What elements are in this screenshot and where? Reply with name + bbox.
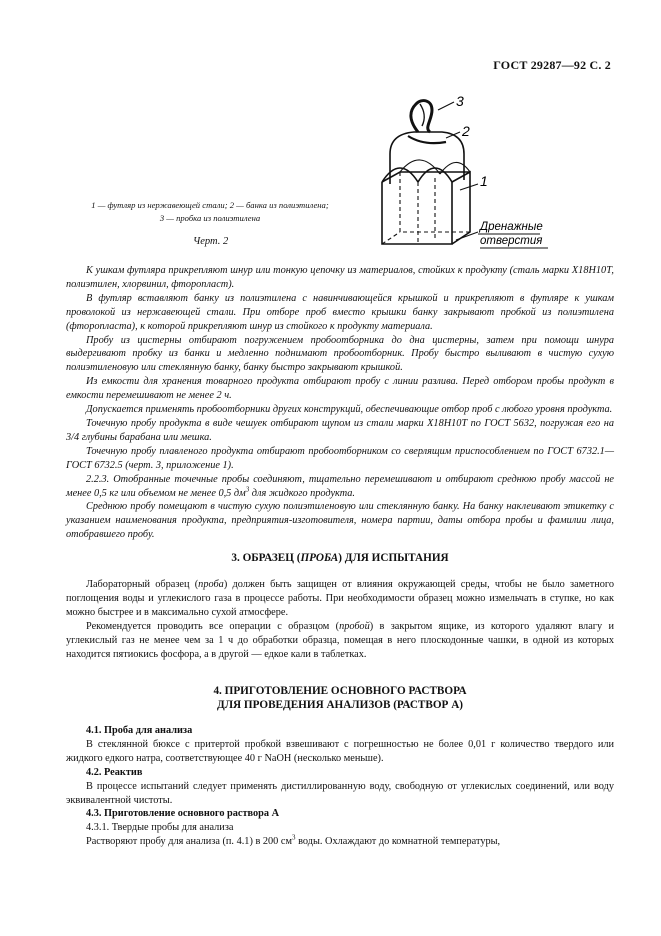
subsection-4-3-title: 4.3. Приготовление основного раствора А	[86, 808, 280, 820]
paragraph	[66, 620, 614, 662]
paragraph	[66, 835, 614, 849]
legend-line-1: 1 — футляр из нержавеющей стали; 2 — банка из полиэтилена;	[91, 200, 329, 210]
title-line: ДЛЯ ПРОВЕДЕНИЯ АНАЛИЗОВ (РАСТВОР А)	[217, 699, 463, 711]
paragraph: Точечную пробу продукта в виде чешуек отбирают щупом из стали марки Х18Н10Т по ГОСТ 5632, погружая его на 3/4 глубины барабана или мешка.	[66, 417, 614, 443]
sampling-text	[66, 264, 614, 542]
paragraph: Пробу из цистерны отбирают погружением пробоотборника до дна цистерны, затем при помощи шнура выдергивают пробку из банки и медленно поднимают пробоотборник. Пробу быстро выливают в чистую сухую полиэтиленовую или стеклянную банку, банку быстро закрывают крышкой.	[66, 334, 614, 374]
section-3-title	[66, 551, 614, 565]
paragraph: Точечную пробу плавленого продукта отбирают пробоотборником со сверлящим приспособлением по ГОСТ 6732.1—ГОСТ 6732.5 (черт. 3, приложение 1).	[66, 445, 614, 471]
text: ) в закрытом ящике, из которого удаляют влагу и углекислый газ не менее чем за 1 ч до обработки образца, помещая в него плоскодонные чашки, в одной из которых находится пятиокись фосфора, а в другой — едкое кали в таблетках.	[66, 620, 614, 660]
figure-label-1: 1	[480, 173, 488, 189]
figure-label-drain-1: Дренажные	[480, 221, 543, 233]
paragraph: В футляр вставляют банку из полиэтилена с навинчивающейся крышкой и прикрепляют в футляре к ушкам проволокой из нержавеющей стали. При отборе проб вместо крышки банку закрывают пробкой из полиэтилена (фторопласта), к которой прикрепляют шнур из стойкого к продукту материала.	[66, 292, 614, 332]
page-header: ГОСТ 29287—92 С. 2	[493, 58, 611, 72]
text: Рекомендуется проводить все операции с образцом (	[86, 620, 340, 632]
figure-label-drain-2: отверстия	[480, 235, 543, 247]
title-text: ) ДЛЯ ИСПЫТАНИЯ	[338, 552, 449, 564]
paragraph: 4.3.1. Твердые пробы для анализа	[86, 822, 234, 834]
figure-caption: Черт. 2	[193, 236, 229, 247]
jar-outline	[390, 132, 464, 184]
paragraph-text: 2.2.3. Отобранные точечные пробы соединяют, тщательно перемешивают и отбирают среднюю пробу массой не менее 0,5 кг или объемом не менее 0,5 дм	[66, 473, 614, 499]
superscript: 3	[245, 485, 250, 494]
figure-label-3: 3	[456, 93, 464, 109]
sampler-drawing	[360, 92, 580, 257]
text: ) должен быть защищен от влияния окружающей среды, чтобы не было заметного поглощения воды и углекислого газа в процессе работы. При необходимости образец можно измельчать в ступке, но как можно быстрее и в максимально сухой атмосфере.	[66, 579, 614, 618]
paragraph: Среднюю пробу помещают в чистую сухую полиэтиленовую или стеклянную банку. На банку наклеивают этикетку с указанием наименования продукта, предприятия-изготовителя, номера партии, даты отбора пробы и фамилии лица, отобравшего пробу.	[66, 501, 614, 541]
figure-label-2: 2	[462, 123, 470, 139]
legend-line-2: 3 — пробка из полиэтилена	[159, 213, 261, 223]
paragraph: К ушкам футляра прикрепляют шнур или тонкую цепочку из материалов, стойких к продукту (сталь марки Х18Н10Т, полиэтилен, хлорвинил, фторопласт).	[66, 265, 614, 290]
figure-legend	[60, 199, 360, 225]
subsection-4-2-title: 4.2. Реактив	[86, 766, 143, 778]
text: Лабораторный образец (	[86, 579, 199, 590]
paragraph: В процессе испытаний следует применять дистиллированную воду, свободную от углекислых соединений, или воду эквивалентной чистоты.	[66, 780, 614, 806]
section-4-text	[66, 724, 614, 849]
paragraph	[66, 578, 614, 620]
paragraph: Из емкости для хранения товарного продукта отбирают пробу с линии разлива. Перед отбором пробы продукт в емкости перемешивают не менее 2 ч.	[66, 376, 614, 402]
superscript: 3	[292, 833, 296, 842]
title-line: 4. ПРИГОТОВЛЕНИЕ ОСНОВНОГО РАСТВОРА	[213, 685, 467, 697]
section-4-title	[66, 684, 614, 712]
paragraph: В стеклянной бюксе с притертой пробкой взвешивают с погрешностью не более 0,01 г количество твердого или жидкого едкого натра, соответствующее 40 г NaOH (несколько меньше).	[66, 738, 614, 764]
title-italic: ПРОБА	[300, 552, 339, 564]
text: Растворяют пробу для анализа (п. 4.1) в 200 см	[86, 836, 292, 848]
subsection-4-1-title: 4.1. Проба для анализа	[86, 725, 193, 736]
text-italic: пробой	[339, 620, 370, 632]
text-italic: проба	[198, 579, 224, 590]
text: воды. Охлаждают до комнатной температуры,	[295, 836, 501, 848]
paragraph-text: для жидкого продукта.	[249, 487, 355, 499]
paragraph: Допускается применять пробоотборники других конструкций, обеспечивающие отбор проб с любого уровня продукта.	[86, 404, 613, 416]
title-text: 3. ОБРАЗЕЦ (	[231, 552, 301, 564]
case-outline	[382, 182, 452, 244]
section-3-text	[66, 578, 614, 661]
paragraph-2-2-3	[66, 473, 614, 501]
